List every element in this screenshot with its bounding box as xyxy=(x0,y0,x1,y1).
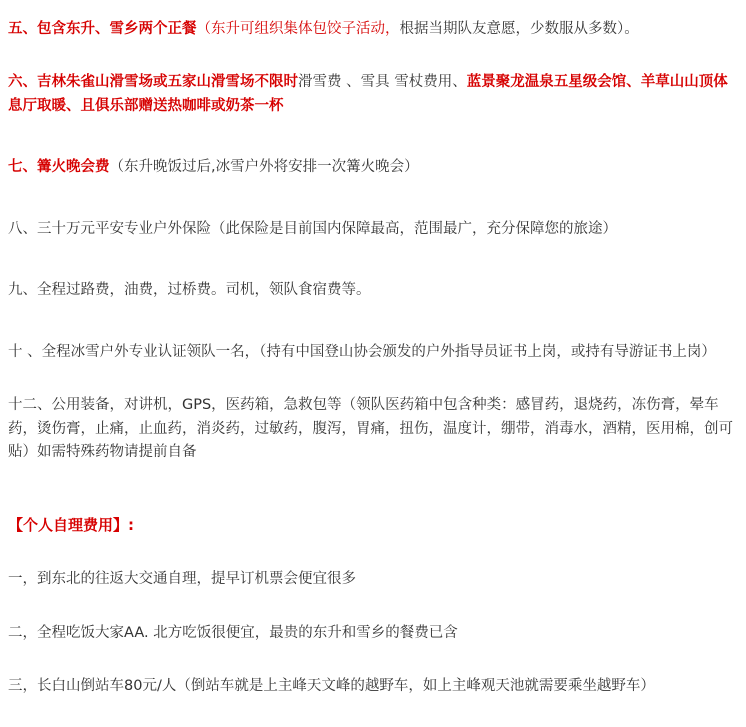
spacer-10-12 xyxy=(0,364,746,394)
list-item-7 xyxy=(0,156,746,179)
spacer-heading-self1 xyxy=(0,538,746,568)
item-7-number: 七、 xyxy=(8,159,37,176)
spacer-8-9 xyxy=(0,241,746,279)
spacer-6-7 xyxy=(0,118,746,156)
spacer-top xyxy=(0,0,746,18)
list-item-10 xyxy=(0,341,746,364)
self-pay-item-3-text: 三，长白山倒站车80元/人（倒站车就是上主峰天文峰的越野车，如上主峰观天池就需要乘坐越野车） xyxy=(8,678,655,695)
list-item-12 xyxy=(0,394,746,464)
item-6-highlight: 蓝景聚龙温泉五星级会馆、羊草山山顶体息厅取暖、且俱乐部赠送热咖啡或奶茶一杯 xyxy=(8,74,728,114)
spacer-9-10 xyxy=(0,303,746,341)
spacer-before-heading xyxy=(0,465,746,513)
list-item-5 xyxy=(0,18,746,41)
self-pay-item-2-text: 二，全程吃饭大家AA. 北方吃饭很便宜，最贵的东升和雪乡的餐费已含 xyxy=(8,624,458,641)
item-7-note: （东升晚饭过后,冰雪户外将安排一次篝火晚会） xyxy=(109,159,419,176)
spacer-5-6 xyxy=(0,41,746,71)
item-12-text: 十二、公用装备，对讲机，GPS，医药箱，急救包等（领队医药箱中包含种类：感冒药，退烧药，冻伤膏，晕车药，烫伤膏，止痛，止血药，消炎药，过敏药，腹泻，胃痛，扭伤，温度计，绷带，消毒水，酒精，医用棉，创可贴）如需特殊药物请提前自备 xyxy=(8,397,733,461)
item-6-number: 六、 xyxy=(8,74,37,91)
item-5-title: 包含东升、雪乡两个正餐 xyxy=(37,21,197,37)
item-5-number: 五、 xyxy=(8,21,37,37)
spacer-self2-self3 xyxy=(0,645,746,675)
self-pay-item-1 xyxy=(0,568,746,591)
item-5-note-black: 根据当期队友意愿，少数服从多数）。 xyxy=(399,21,639,37)
self-pay-item-1-text: 一，到东北的往返大交通自理，提早订机票会便宜很多 xyxy=(8,571,356,588)
spacer-7-8 xyxy=(0,180,746,218)
item-10-text: 十 、全程冰雪户外专业认证领队一名，（持有中国登山协会颁发的户外指导员证书上岗，或持有导游证书上岗） xyxy=(8,343,716,360)
item-9-text: 九、全程过路费，油费，过桥费。司机，领队食宿费等。 xyxy=(8,282,371,299)
self-pay-item-2 xyxy=(0,622,746,645)
item-7-title: 篝火晚会费 xyxy=(37,159,110,176)
list-item-6 xyxy=(0,71,746,118)
item-8-text: 八、三十万元平安专业户外保险（此保险是目前国内保障最高，范围最广，充分保障您的旅途） xyxy=(8,220,617,237)
item-6-detail: 滑雪费 、雪具 雪杖费用、 xyxy=(298,74,467,91)
item-6-title: 吉林朱雀山滑雪场或五家山滑雪场不限时 xyxy=(37,74,298,91)
section-heading-self-pay: 【个人自理费用】: xyxy=(8,515,134,534)
list-item-8 xyxy=(0,218,746,241)
list-item-9 xyxy=(0,279,746,302)
self-pay-item-3 xyxy=(0,675,746,698)
spacer-self1-self2 xyxy=(0,592,746,622)
item-5-note-red: （东升可组织集体包饺子活动， xyxy=(196,21,400,37)
